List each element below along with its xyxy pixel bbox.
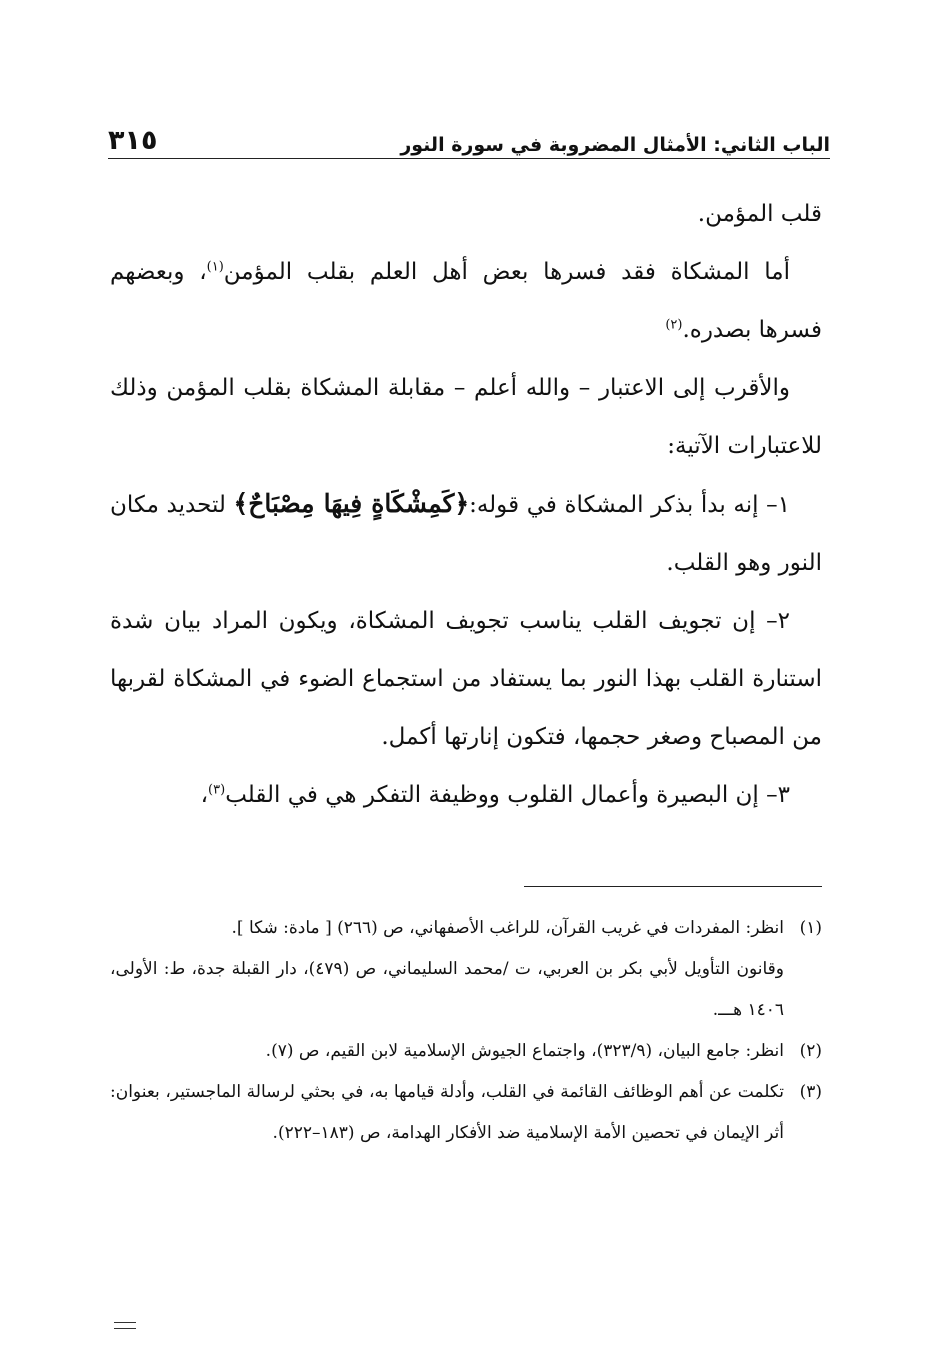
paragraph-5-text: ٢– إن تجويف القلب يناسب تجويف المشكاة، ويكون المراد بيان شدة استنارة القلب بهذا النور بما يستفاد من استجماع الضوء في المشكاة لقربها من المصباح وصغر حجمها، فتكون إنارتها أكمل. [110,608,822,750]
quran-quote: ﴿كَمِشْكَاةٍ فِيهَا مِصْبَاحٌ﴾ [233,489,470,518]
paragraph-6-text-b: ، [200,782,209,808]
paragraph-3 [110,359,822,475]
paragraph-5 [110,592,822,766]
paragraph-4-text-a: ١– إنه بدأ بذكر المشكاة في قوله: [469,492,790,518]
paragraph-2-text-b: ، وبعضهم فسرها بصدره. [110,259,822,343]
footnote-3 [110,1072,822,1154]
paragraph-4 [110,475,822,592]
paragraph-6-text-a: ٣– إن البصيرة وأعمال القلوب ووظيفة التفكر هي في القلب [225,782,790,808]
footnote-1-text: انظر: المفردات في غريب القرآن، للراغب الأصفهاني، ص (٢٦٦) [ مادة: شكا ]. [231,918,784,938]
page-number: ٣١٥ [108,125,158,156]
paragraph-4-text-b: لتحديد مكان النور وهو القلب. [110,492,822,576]
page-end-mark [114,1322,136,1329]
paragraph-2 [110,243,822,359]
footnote-1-continuation [110,949,822,1031]
paragraph-3-text: والأقرب إلى الاعتبار – والله أعلم – مقابلة المشكاة بقلب المؤمن وذلك للاعتبارات الآتية: [110,375,822,459]
footnote-1-continuation-text: وقانون التأويل لأبي بكر بن العربي، ت /محمد السليماني، ص (٤٧٩)، دار القبلة جدة، ط: الأولى، ١٤٠٦ هـــ. [110,959,784,1020]
paragraph-6 [110,766,822,824]
footnote-divider [524,886,822,887]
footnote-ref-1[interactable]: (١) [206,259,224,275]
paragraph-1 [110,185,822,243]
page-header [108,118,830,156]
footnote-ref-3[interactable]: (٣) [208,782,226,798]
running-title: الباب الثاني: الأمثال المضروبة في سورة النور [400,134,830,156]
footnote-1-number: (١) [799,918,822,938]
paragraph-1-text: قلب المؤمن. [697,201,822,227]
footnote-ref-2[interactable]: (٢) [665,317,683,333]
footnotes [110,908,822,1154]
footnote-3-number: (٣) [799,1082,822,1102]
footnote-2-number: (٢) [799,1041,822,1061]
main-text [110,185,822,824]
footnote-2-text: انظر: جامع البيان، (٣٢٣/٩)، واجتماع الجيوش الإسلامية لابن القيم، ص (٧). [265,1041,784,1061]
footnote-3-text: تكلمت عن أهم الوظائف القائمة في القلب، وأدلة قيامها به، في بحثي لرسالة الماجستير، بعنوان: أثر الإيمان في تحصين الأمة الإسلامية ضد الأفكار الهدامة، ص (١٨٣–٢٢٢). [110,1082,784,1143]
header-divider [108,158,830,159]
paragraph-2-text-a: أما المشكاة فقد فسرها بعض أهل العلم بقلب المؤمن [223,259,790,285]
footnote-2 [110,1031,822,1072]
footnote-1 [110,908,822,949]
